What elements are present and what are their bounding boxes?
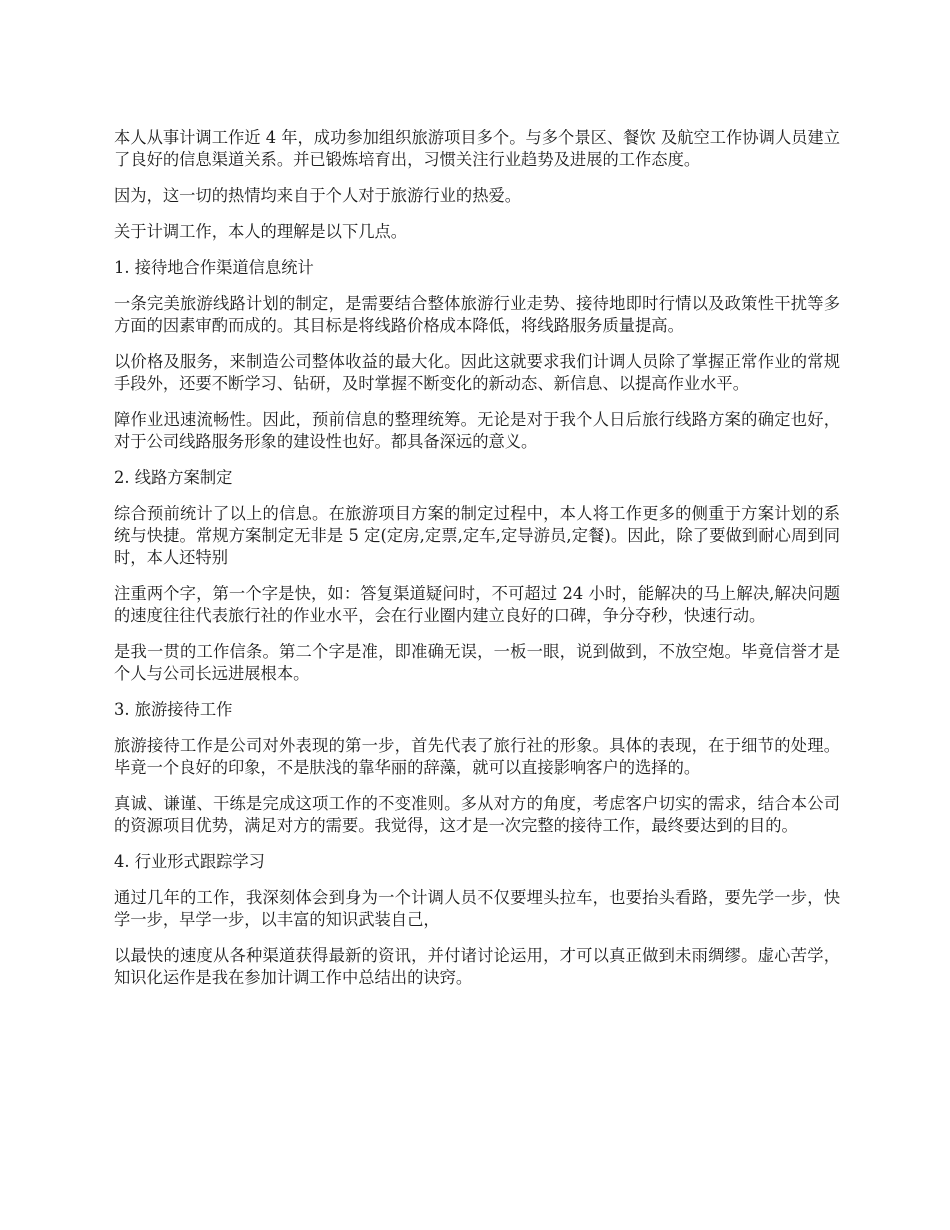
paragraph-speed: 注重两个字，第一个字是快，如：答复渠道疑问时，不可超过 24 小时，能解决的马上解决,解决问题的速度往往代表旅行社的作业水平，会在行业圈内建立良好的口碑，争分夺秒，快速行动。 (114, 584, 840, 625)
paragraph-information: 以最快的速度从各种渠道获得最新的资讯，并付诸讨论运用，才可以真正做到未雨绸缪。虚心苦学，知识化运作是我在参加计调工作中总结出的诀窍。 (114, 946, 840, 987)
paragraph-reception: 旅游接待工作是公司对外表现的第一步，首先代表了旅行社的形象。具体的表现，在于细节的处理。毕竟一个良好的印象，不是肤浅的靠华丽的辞藻，就可以直接影响客户的选择的。 (114, 736, 840, 777)
paragraph-info-organize: 障作业迅速流畅性。因此，预前信息的整理统筹。无论是对于我个人日后旅行线路方案的确定也好，对于公司线路服务形象的建设性也好。都具备深远的意义。 (114, 410, 840, 451)
paragraph-learning: 通过几年的工作，我深刻体会到身为一个计调人员不仅要埋头拉车，也要抬头看路，要先学一步，快学一步，早学一步，以丰富的知识武装自己， (114, 888, 840, 929)
section-heading-3: 3. 旅游接待工作 (114, 700, 233, 719)
paragraph-passion: 因为，这一切的热情均来自于个人对于旅游行业的热爱。 (114, 186, 522, 205)
paragraph-principles: 真诚、谦谨、干练是完成这项工作的不变准则。多从对方的角度，考虑客户切实的需求，结合本公司的资源项目优势，满足对方的需要。我觉得，这才是一次完整的接待工作，最终要达到的目的。 (114, 794, 840, 835)
paragraph-plan-system: 综合预前统计了以上的信息。在旅游项目方案的制定过程中，本人将工作更多的侧重于方案计划的系统与快捷。常规方案制定无非是 5 定(定房,定票,定车,定导游员,定餐)。因此，除了要做到耐心周到同时，本人还特别 (114, 504, 840, 567)
section-heading-2: 2. 线路方案制定 (114, 468, 233, 487)
paragraph-accuracy: 是我一贯的工作信条。第二个字是准，即准确无误，一板一眼，说到做到，不放空炮。毕竟信誉才是个人与公司长远进展根本。 (114, 642, 840, 683)
section-heading-1: 1. 接待地合作渠道信息统计 (114, 258, 314, 277)
paragraph-price-service: 以价格及服务，来制造公司整体收益的最大化。因此这就要求我们计调人员除了掌握正常作业的常规手段外，还要不断学习、钻研，及时掌握不断变化的新动态、新信息、以提高作业水平。 (114, 352, 840, 393)
document-body (114, 127, 840, 1003)
paragraph-route-plan: 一条完美旅游线路计划的制定，是需要结合整体旅游行业走势、接待地即时行情以及政策性干扰等多方面的因素审酌而成的。其目标是将线路价格成本降低，将线路服务质量提高。 (114, 294, 840, 335)
paragraph-understanding-intro: 关于计调工作，本人的理解是以下几点。 (114, 222, 408, 241)
section-heading-4: 4. 行业形式跟踪学习 (114, 852, 265, 871)
paragraph-experience: 本人从事计调工作近 4 年，成功参加组织旅游项目多个。与多个景区、餐饮 及航空工作协调人员建立了良好的信息渠道关系。并已锻炼培育出，习惯关注行业趋势及进展的工作态度。 (114, 128, 840, 169)
